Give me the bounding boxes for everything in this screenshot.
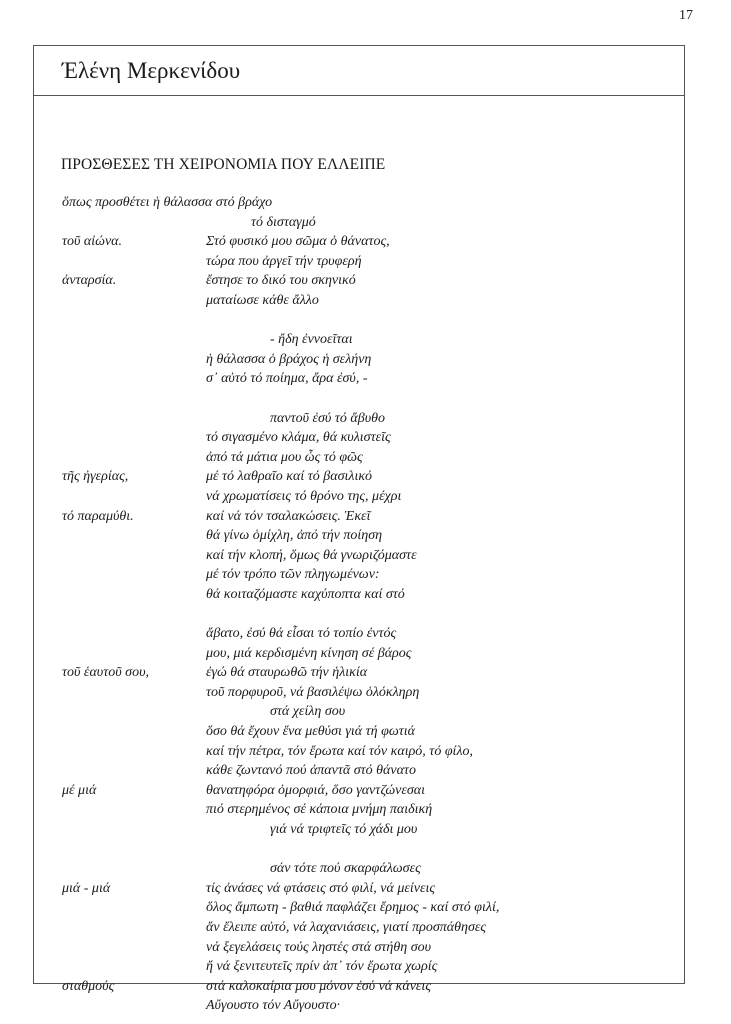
poem-title: ΠΡΟΣΘΕΣΕΣ ΤΗ ΧΕΙΡΟΝΟΜΙΑ ΠΟΥ ΕΛΛΕΙΠΕ <box>61 156 386 173</box>
poem-line <box>34 879 684 899</box>
poem-line <box>34 213 684 233</box>
poem-line <box>34 291 684 311</box>
poem-line <box>34 369 684 389</box>
poem-line <box>34 546 684 566</box>
poem-line <box>34 252 684 272</box>
poem-line-right: ἡ θάλασσα ὁ βράχος ἡ σελήνη <box>206 351 372 367</box>
poem-line-right: μου, μιά κερδισμένη κίνηση σέ βάρος <box>206 645 412 661</box>
poem-line <box>34 781 684 801</box>
poem-line <box>34 918 684 938</box>
poem-line <box>34 859 684 879</box>
poem-body <box>34 193 684 1016</box>
poem-line-right: τίς ἀνάσες νά φτάσεις στό φιλί, νά μείνεις <box>206 880 436 896</box>
poem-line <box>34 898 684 918</box>
poem-line-right: παντοῦ ἐσύ τό ἄβυθο <box>270 410 385 426</box>
poem-line-right: θά κοιταζόμαστε καχύποπτα καί στό <box>206 586 405 602</box>
poem-line <box>34 526 684 546</box>
poem-line <box>34 840 684 860</box>
poem-line <box>34 467 684 487</box>
poem-line-right: τοῦ πορφυροῦ, νά βασιλέψω ὁλόκληρη <box>206 684 420 700</box>
poem-line <box>34 271 684 291</box>
poem-line <box>34 702 684 722</box>
poem-line-right: στά καλοκαίρια μου μόνον ἐσύ νά κάνεις <box>206 978 431 994</box>
poem-line-left: σταθμούς <box>62 978 115 994</box>
poem-line-right: ὅλος ἄμπωτη - βαθιά παφλάζει ἔρημος - καί στό φιλί, <box>206 900 500 916</box>
poem-line-left: μέ μιά <box>62 782 97 798</box>
poem-line-right: καί τήν πέτρα, τόν ἔρωτα καί τόν καιρό, τό φίλο, <box>206 743 474 759</box>
poem-line-right: ἐγώ θά σταυρωθῶ τήν ἡλικία <box>206 665 368 681</box>
poem-line <box>34 761 684 781</box>
poem-line <box>34 742 684 762</box>
poem-line-right: ματαίωσε κάθε ἄλλο <box>206 292 319 308</box>
poem-line-right: μέ τόν τρόπο τῶν πληγωμένων: <box>206 567 380 583</box>
poem-line <box>34 977 684 997</box>
poem-line <box>34 330 684 350</box>
poem-line <box>34 565 684 585</box>
poem-line-right: ἔστησε το δικό του σκηνικό <box>206 273 356 289</box>
poem-line <box>34 722 684 742</box>
poem-line <box>34 487 684 507</box>
poem-line <box>34 800 684 820</box>
poem-line <box>34 604 684 624</box>
poem-line-right: ἤ νά ξενιτευτεῖς πρίν ἀπ᾽ τόν ἔρωτα χωρίς <box>206 959 438 975</box>
poem-line-right: ὅσο θά ἔχουν ἕνα μεθύσι γιά τή φωτιά <box>206 724 415 740</box>
poem-line <box>34 624 684 644</box>
poem-line <box>34 428 684 448</box>
poem-line <box>34 585 684 605</box>
poem-line-right: τώρα που ἀργεῖ τήν τρυφερή <box>206 253 362 269</box>
poem-line-right: νά ξεγελάσεις τούς ληστές στά στήθη σου <box>206 939 432 955</box>
poem-line-right: - ἤδη ἐννοεῖται <box>270 332 353 348</box>
poem-line <box>34 409 684 429</box>
poem-line-right: Στό φυσικό μου σῶμα ὁ θάνατος, <box>206 234 390 250</box>
page-number: 17 <box>679 8 693 23</box>
poem-line <box>34 232 684 252</box>
poem-line <box>34 663 684 683</box>
poem-line <box>34 350 684 370</box>
poem-line-right: θανατηφόρα ὀμορφιά, ὅσο γαντζώνεσαι <box>206 782 426 798</box>
poem-line-left: τό παραμύθι. <box>62 508 134 524</box>
poem-line-left: ἀνταρσία. <box>62 273 117 289</box>
poem-line-right: ἄν ἔλειπε αὐτό, νά λαχανιάσεις, γιατί προσπάθησες <box>206 919 487 935</box>
poem-line-right: σ᾽ αὐτό τό ποίημα, ἄρα ἐσύ, - <box>206 371 368 387</box>
poem-line-right: καί τήν κλοπή, ὅμως θά γνωριζόμαστε <box>206 547 417 563</box>
poem-line-left: τοῦ αἰώνα. <box>62 234 123 250</box>
poem-line-left: τοῦ ἑαυτοῦ σου, <box>62 665 149 681</box>
poem-line <box>34 193 684 213</box>
poem-line-left: ὅπως προσθέτει ἡ θάλασσα στό βράχο <box>62 195 273 210</box>
poem-line-right: σάν τότε πού σκαρφάλωσες <box>270 861 421 877</box>
poem-line <box>34 957 684 977</box>
poem-line-right: Αὔγουστο τόν Αὔγουστο· <box>206 998 341 1014</box>
poem-line <box>34 389 684 409</box>
poem-frame <box>33 45 685 1014</box>
poem-line <box>34 938 684 958</box>
poem-line-right: γιά νά τριφτεῖς τό χάδι μου <box>270 822 418 837</box>
poem-line <box>34 311 684 331</box>
poem-line-right: νά χρωματίσεις τό θρόνο της, μέχρι <box>206 488 402 504</box>
poem-line-right: ἀπό τά μάτια μου ὦς τό φῶς <box>206 449 363 465</box>
poem-line-right: τό δισταγμό <box>251 214 316 230</box>
poem-line <box>34 448 684 468</box>
poem-line-right: καί νά τόν τσαλακώσεις. Ἐκεῖ <box>206 508 371 524</box>
poem-line-right: τό σιγασμένο κλάμα, θά κυλιστεῖς <box>206 430 391 446</box>
poem-line-left: μιά - μιά <box>62 880 111 896</box>
poem-line-right: κάθε ζωντανό πού ἀπαντᾶ στό θάνατο <box>206 763 416 779</box>
author-name: Έλένη Μερκενίδου <box>62 58 241 83</box>
poem-line-left: τῆς ἠγερίας, <box>62 469 129 485</box>
poem-line-right: μέ τό λαθραῖο καί τό βασιλικό <box>206 469 373 485</box>
poem-line-right: στά χείλη σου <box>270 704 346 720</box>
poem-line-right: πιό στερημένος σέ κάποια μνήμη παιδική <box>206 802 433 818</box>
poem-line <box>34 507 684 527</box>
poem-line <box>34 683 684 703</box>
poem-line <box>34 820 684 840</box>
author-header <box>34 46 684 96</box>
poem-line <box>34 644 684 664</box>
poem-line-right: θά γίνω ὁμίχλη, ἀπό τήν ποίηση <box>206 528 383 544</box>
poem-line <box>34 996 684 1016</box>
poem-line-right: ἄβατο, ἐσύ θά εἶσαι τό τοπίο ἐντός <box>206 626 397 642</box>
